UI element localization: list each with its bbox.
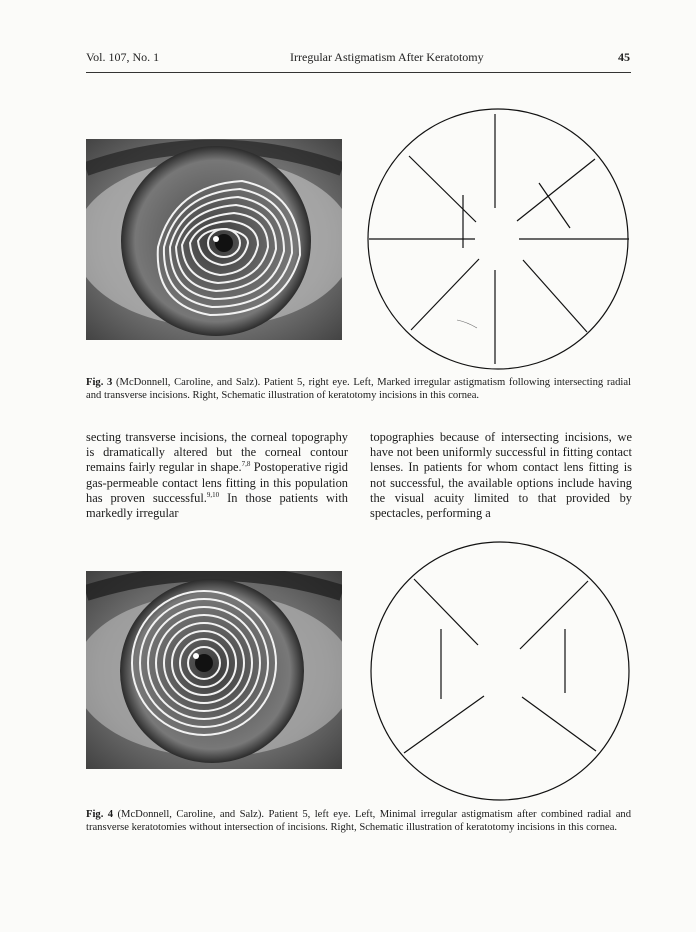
fig4-incision-upper-left	[414, 579, 478, 645]
fig3-label: Fig. 3	[86, 377, 113, 388]
fig4-cornea-outline	[371, 542, 629, 800]
fig3-caption-text: (McDonnell, Caroline, and Salz). Patient 5, right eye. Left, Marked irregular astigmatism following intersecting radial and transverse incisions. Right, Schematic illustration of keratotomy incisions in this cornea.	[86, 377, 631, 401]
fig4-eye-photo-graphic	[86, 571, 342, 769]
header-rule	[86, 72, 631, 73]
fig3-schematic	[367, 108, 635, 370]
fig3-incision-lower-right	[523, 260, 587, 332]
body-column-right	[370, 430, 632, 521]
fig4-label: Fig. 4	[86, 809, 114, 820]
body-left-text-b: Postoperative rigid gas-permeable contact lens fitting in this population has proven successful.	[86, 460, 348, 505]
fig4-caption-text: (McDonnell, Caroline, and Salz). Patient 5, left eye. Left, Minimal irregular astigmatism after combined radial and transverse keratotomies without intersection of incisions. Right, Schematic illustration of keratotomy incisions in this cornea.	[86, 809, 632, 833]
fig3-incision-upper-left	[409, 156, 476, 222]
body-left-text-c: In those patients with markedly irregular	[86, 490, 349, 521]
fig4-incision-lower-left	[404, 696, 484, 753]
journal-volume: Vol. 107, No. 1	[86, 50, 160, 64]
body-column-left	[86, 430, 348, 521]
fig4-eye-photo	[86, 571, 342, 769]
fig3-incision-upper-right	[517, 159, 595, 221]
fig3-eye-photo	[86, 139, 342, 340]
fig3-caption	[86, 376, 631, 402]
body-left-ref-b: 9,10	[206, 490, 220, 499]
body-left-text-a: secting transverse incisions, the corneal topography is dramatically altered but the corneal contour remains fairly regular in shape.	[86, 430, 348, 475]
fig4-schematic	[370, 541, 634, 803]
fig3-transverse-right	[539, 183, 570, 228]
fig4-incision-upper-right	[520, 581, 588, 649]
fig3-incision-lower-left	[411, 259, 479, 330]
page-number: 45	[618, 50, 630, 64]
body-left-ref-a: 7,8	[241, 460, 251, 469]
body-right-text: topographies because of intersecting incisions, we have not been uniformly successful in fitting contact lenses. In patients for whom contact lens fitting is not successful, the available options include having the visual acuity limited to that provided by spectacles, performing a	[370, 430, 632, 521]
fig4-incision-lower-right	[522, 697, 596, 751]
fig3-eye-photo-graphic	[86, 139, 342, 340]
fig4-caption	[86, 808, 631, 834]
running-title: Irregular Astigmatism After Keratotomy	[290, 50, 484, 64]
